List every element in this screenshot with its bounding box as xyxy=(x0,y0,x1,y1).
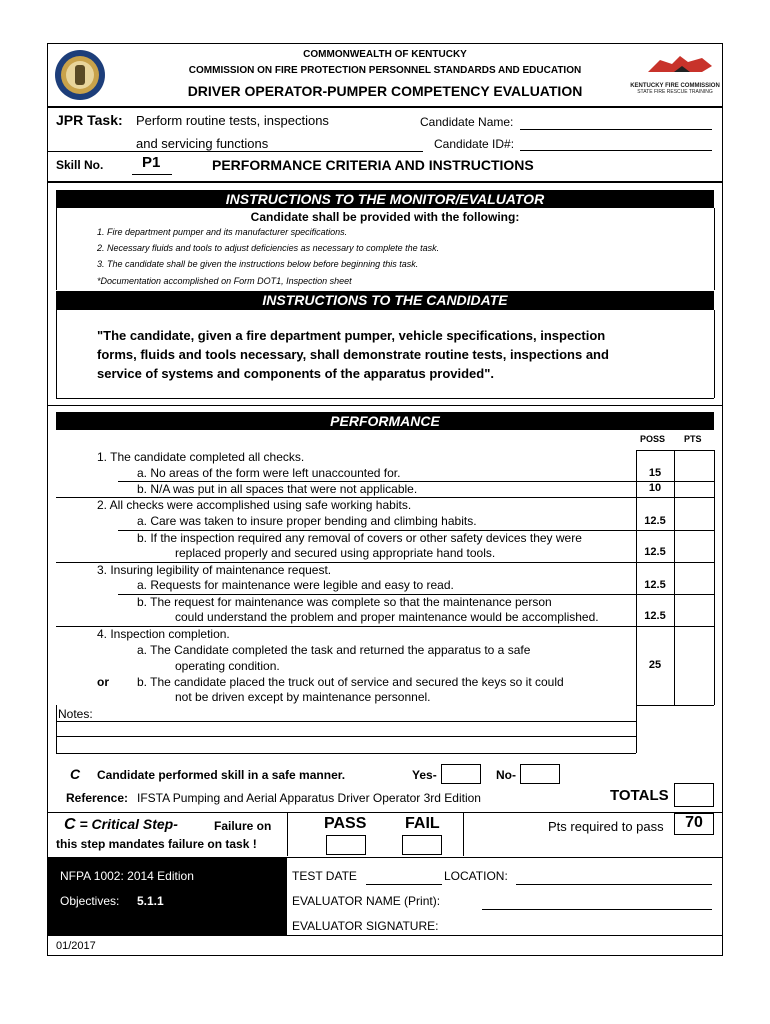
poss-value: 25 xyxy=(648,659,662,671)
candidate-instruction-line: "The candidate, given a fire department pumper, vehicle specifications, inspection xyxy=(97,328,606,343)
monitor-subheading: Candidate shall be provided with the following: xyxy=(250,210,520,224)
test-date-field[interactable] xyxy=(366,884,442,885)
objectives-label: Objectives: xyxy=(60,894,120,908)
pts-required-value: 70 xyxy=(674,813,714,835)
poss-column-header: POSS xyxy=(640,434,666,444)
fail-checkbox[interactable] xyxy=(402,835,442,855)
pts-column-header: PTS xyxy=(684,434,702,444)
pass-label: PASS xyxy=(324,815,367,832)
or-label: or xyxy=(97,675,109,689)
reference-label: Reference: xyxy=(66,791,129,805)
objectives-value: 5.1.1 xyxy=(137,894,164,908)
fail-label: FAIL xyxy=(405,815,440,832)
candidate-id-label: Candidate ID#: xyxy=(434,137,515,151)
yes-label: Yes- xyxy=(412,768,437,782)
jpr-task-text-1: Perform routine tests, inspections xyxy=(136,113,329,128)
critical-step-text: Critical Step- xyxy=(91,816,178,832)
totals-label: TOTALS xyxy=(610,787,669,804)
skill-no-value: P1 xyxy=(142,154,161,171)
notes-field[interactable] xyxy=(56,753,636,754)
logo-text-2: STATE FIRE RESCUE TRAINING xyxy=(637,89,713,95)
performance-line: 4. Inspection completion. xyxy=(97,627,230,641)
performance-line: a. The Candidate completed the task and returned the apparatus to a safe xyxy=(137,643,531,657)
performance-line: 3. Insuring legibility of maintenance request. xyxy=(97,563,332,577)
performance-line: replaced properly and secured using appropriate hand tools. xyxy=(175,546,496,560)
poss-value: 12.5 xyxy=(644,579,666,591)
failure-on-label: Failure on xyxy=(214,819,272,833)
jpr-task-label: JPR Task: xyxy=(56,112,123,128)
critical-c-mark: C xyxy=(70,766,81,782)
performance-line: not be driven except by maintenance personnel. xyxy=(175,690,431,704)
performance-line: b. N/A was put in all spaces that were not applicable. xyxy=(137,482,418,496)
candidate-id-field[interactable] xyxy=(520,150,712,151)
header-line-1: COMMONWEALTH OF KENTUCKY xyxy=(303,49,467,60)
kentucky-map-icon xyxy=(630,52,720,78)
performance-line: could understand the problem and proper maintenance would be accomplished. xyxy=(175,610,599,624)
performance-line: b. If the inspection required any removal of covers or other safety devices they were xyxy=(137,531,582,545)
state-seal-logo xyxy=(55,50,105,100)
monitor-heading: INSTRUCTIONS TO THE MONITOR/EVALUATOR xyxy=(56,190,714,208)
poss-value: 12.5 xyxy=(644,546,666,558)
performance-line: 2. All checks were accomplished using safe working habits. xyxy=(97,498,412,512)
performance-line: operating condition. xyxy=(175,659,280,673)
candidate-heading: INSTRUCTIONS TO THE CANDIDATE xyxy=(56,291,714,310)
performance-line: b. The candidate placed the truck out of service and secured the keys so it could xyxy=(137,675,564,689)
monitor-item: 2. Necessary fluids and tools to adjust deficiencies as necessary to complete the task. xyxy=(97,243,440,253)
monitor-item: 3. The candidate shall be given the instructions below before beginning this task. xyxy=(97,259,419,269)
evaluator-signature-label: EVALUATOR SIGNATURE: xyxy=(292,919,439,933)
monitor-item: 1. Fire department pumper and its manufacturer specifications. xyxy=(97,227,348,237)
yes-checkbox[interactable] xyxy=(441,764,481,784)
performance-line: b. The request for maintenance was complete so that the maintenance person xyxy=(137,595,552,609)
jpr-task-text-2: and servicing functions xyxy=(136,136,269,151)
performance-line: 1. The candidate completed all checks. xyxy=(97,450,305,464)
candidate-name-label: Candidate Name: xyxy=(420,115,514,129)
no-checkbox[interactable] xyxy=(520,764,560,784)
candidate-name-field[interactable] xyxy=(520,129,712,130)
notes-label: Notes: xyxy=(58,707,93,721)
pts-required-label: Pts required to pass xyxy=(548,819,664,834)
critical-equals: = xyxy=(79,816,88,832)
critical-step-label xyxy=(64,816,178,834)
nfpa-edition: NFPA 1002: 2014 Edition xyxy=(60,869,194,883)
pass-checkbox[interactable] xyxy=(326,835,366,855)
criteria-title: PERFORMANCE CRITERIA AND INSTRUCTIONS xyxy=(212,157,534,173)
logo-text-1: KENTUCKY FIRE COMMISSION xyxy=(630,83,720,89)
form-title: DRIVER OPERATOR-PUMPER COMPETENCY EVALUATION xyxy=(187,83,583,99)
reference-text: IFSTA Pumping and Aerial Apparatus Driver Operator 3rd Edition xyxy=(137,791,481,805)
safety-text: Candidate performed skill in a safe manner. xyxy=(97,768,346,782)
performance-line: a. Care was taken to insure proper bending and climbing habits. xyxy=(137,514,477,528)
performance-line: a. Requests for maintenance were legible and easy to read. xyxy=(137,578,454,592)
skill-no-label: Skill No. xyxy=(56,158,104,172)
header-line-2: COMMISSION ON FIRE PROTECTION PERSONNEL STANDARDS AND EDUCATION xyxy=(188,65,582,76)
location-label: LOCATION: xyxy=(444,869,508,883)
totals-field[interactable] xyxy=(674,783,714,807)
poss-value: 15 xyxy=(648,467,662,479)
location-field[interactable] xyxy=(516,884,712,885)
performance-heading: PERFORMANCE xyxy=(56,412,714,430)
poss-value: 12.5 xyxy=(644,610,666,622)
performance-line: a. No areas of the form were left unaccounted for. xyxy=(137,466,401,480)
mandate-text: this step mandates failure on task ! xyxy=(56,837,257,851)
evaluator-name-field[interactable] xyxy=(482,909,712,910)
test-date-label: TEST DATE xyxy=(292,869,357,883)
monitor-item: *Documentation accomplished on Form DOT1, Inspection sheet xyxy=(97,276,352,286)
form-date: 01/2017 xyxy=(56,940,96,952)
candidate-instruction-line: forms, fluids and tools necessary, shall demonstrate routine tests, inspections and xyxy=(97,347,609,362)
poss-value: 12.5 xyxy=(644,515,666,527)
evaluator-name-label: EVALUATOR NAME (Print): xyxy=(292,894,441,908)
critical-c: C xyxy=(64,816,76,833)
no-label: No- xyxy=(496,768,516,782)
candidate-instruction-line: service of systems and components of the apparatus provided". xyxy=(97,366,494,381)
poss-value: 10 xyxy=(648,482,662,494)
